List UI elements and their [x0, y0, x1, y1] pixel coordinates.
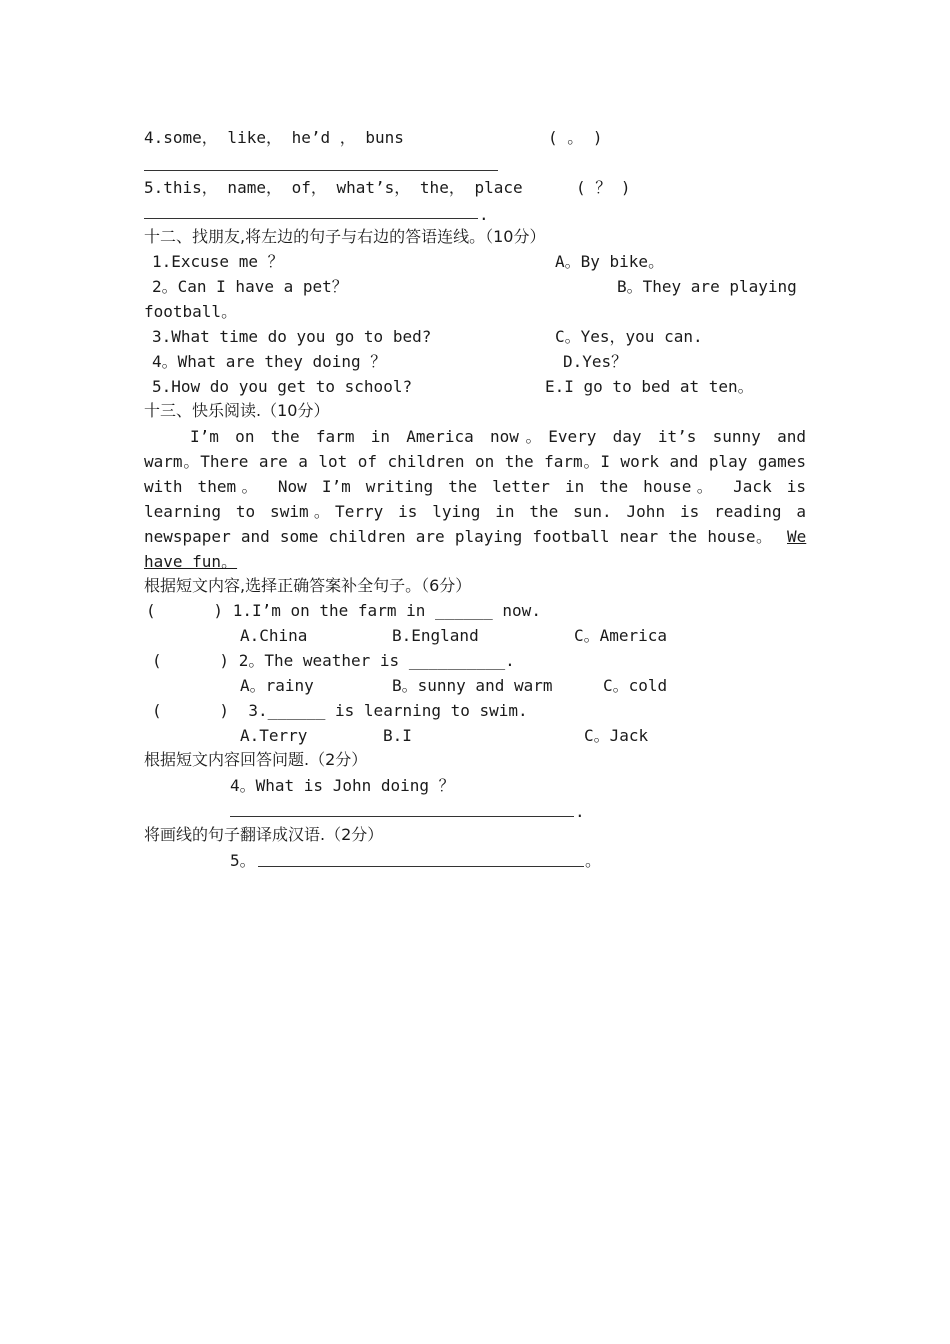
underlined-sentence-part1: We: [787, 527, 807, 546]
reorder-q5-words: 5.this， name， of， what’s， the， place: [144, 178, 523, 197]
match-left-3: 3.What time do you go to bed?: [152, 327, 432, 346]
match-left-4: 4。What are they doing ？: [152, 352, 387, 371]
answer-line-q5[interactable]: [144, 218, 478, 219]
reorder-q5-punct: ( ？ ): [576, 178, 631, 197]
passage-line-3: with them。 Now I’m writing the letter in the house。 Jack is: [144, 477, 806, 496]
q3-option-b: B.I: [383, 726, 412, 745]
match-right-b: B。They are playing: [617, 277, 797, 296]
match-right-a: A。By bike。: [555, 252, 665, 271]
q4-answer-line[interactable]: [230, 816, 574, 817]
section13-title: 十三、快乐阅读.（10分）: [144, 401, 330, 420]
q5-number: 5。: [230, 851, 256, 870]
q1-option-b: B.England: [392, 626, 479, 645]
q5-answer-end: 。: [585, 851, 602, 870]
section12-title: 十二、找朋友,将左边的句子与右边的答语连线。（10分）: [144, 227, 546, 246]
q1-option-a: A.China: [240, 626, 308, 645]
underlined-sentence-part2: have fun。: [144, 552, 238, 571]
q4-answer-period: .: [575, 802, 585, 821]
q3-option-c: C。Jack: [584, 726, 649, 745]
match-right-c: C。Yes，you can.: [555, 327, 703, 346]
q5-answer-line[interactable]: [258, 866, 584, 867]
passage-line-1: I’m on the farm in America now。Every day it’s sunny and: [190, 427, 806, 446]
match-right-b-wrap: football。: [144, 302, 238, 321]
q3-stem: ( ) 3.______ is learning to swim.: [152, 701, 528, 720]
match-left-5: 5.How do you get to school?: [152, 377, 413, 396]
answer-line-q4[interactable]: [144, 170, 498, 171]
part1-title: 根据短文内容,选择正确答案补全句子。（6分）: [144, 576, 472, 595]
match-left-2: 2。Can I have a pet？: [152, 277, 348, 296]
reorder-q4-words: 4.some， like， he’d ， buns: [144, 128, 404, 147]
q1-option-c: C。America: [574, 626, 668, 645]
q1-stem: ( ) 1.I’m on the farm in ______ now.: [146, 601, 541, 620]
q2-option-a: A。rainy: [240, 676, 314, 695]
passage-line-5: newspaper and some children are playing football near the house。: [144, 527, 772, 546]
passage-line-4: learning to swim。Terry is lying in the sun. John is reading a: [144, 502, 806, 521]
q2-stem: ( ) 2。The weather is __________.: [152, 651, 515, 670]
q2-option-c: C。cold: [603, 676, 668, 695]
part2-title: 根据短文内容回答问题.（2分）: [144, 750, 368, 769]
match-right-e: E.I go to bed at ten。: [545, 377, 754, 396]
q4-question: 4。What is John doing ？: [230, 776, 455, 795]
q2-option-b: B。sunny and warm: [392, 676, 553, 695]
q3-option-a: A.Terry: [240, 726, 308, 745]
part3-title: 将画线的句子翻译成汉语.（2分）: [144, 825, 384, 844]
passage-line-2: warm。There are a lot of children on the farm。I work and play games: [144, 452, 806, 471]
match-right-d: D.Yes？: [563, 352, 628, 371]
match-left-1: 1.Excuse me ？: [152, 252, 284, 271]
reorder-q4-punct: ( 。 ): [548, 128, 603, 147]
answer-line-q5-period: .: [479, 205, 489, 224]
